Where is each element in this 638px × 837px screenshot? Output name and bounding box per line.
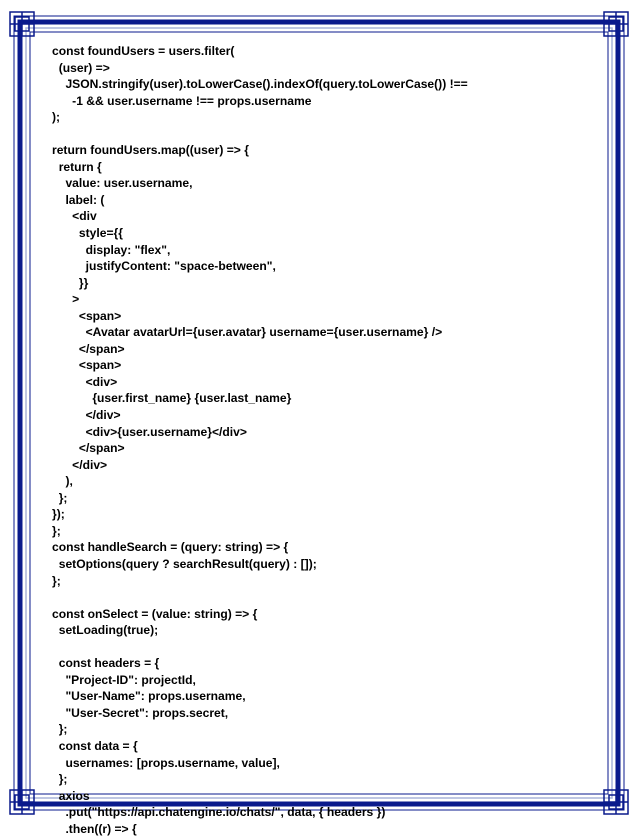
code-line: setLoading(true);: [52, 623, 159, 638]
code-line: value: user.username,: [52, 176, 193, 191]
corner-ornament-top-left: [10, 12, 34, 36]
code-line: JSON.stringify(user).toLowerCase().indexOf(query.toLowerCase()) !==: [52, 77, 468, 92]
code-line: const headers = {: [52, 656, 160, 671]
code-line: }}: [52, 275, 89, 290]
code-line: >: [52, 292, 80, 307]
code-line: <span>: [52, 308, 122, 323]
code-line: -1 && user.username !== props.username: [52, 93, 312, 108]
code-line: {user.first_name} {user.last_name}: [52, 391, 292, 406]
code-line: ),: [52, 474, 73, 489]
code-line: setOptions(query ? searchResult(query) : []);: [52, 556, 317, 571]
code-line: };: [52, 573, 61, 588]
code-line: [52, 639, 592, 656]
code-line: "Project-ID": projectId,: [52, 672, 196, 687]
code-line: );: [52, 110, 61, 125]
code-line: (user) =>: [52, 60, 110, 75]
code-line: "User-Secret": props.secret,: [52, 705, 229, 720]
code-line: const handleSearch = (query: string) => {: [52, 540, 289, 555]
code-line: };: [52, 772, 68, 787]
code-line: <div>{user.username}</div>: [52, 424, 247, 439]
code-line: </span>: [52, 341, 125, 356]
code-line: const onSelect = (value: string) => {: [52, 606, 258, 621]
code-line: return {: [52, 159, 102, 174]
code-line: axios: [52, 788, 90, 803]
code-line: .put("https://api.chatengine.io/chats/", data, { headers }): [52, 805, 386, 820]
code-line: </div>: [52, 457, 108, 472]
code-line: const data = {: [52, 738, 138, 753]
code-line: justifyContent: "space-between",: [52, 259, 276, 274]
code-line: <Avatar avatarUrl={user.avatar} username={user.username} />: [52, 325, 443, 340]
code-line: display: "flex",: [52, 242, 171, 257]
code-line: [52, 589, 592, 606]
corner-ornament-top-right: [604, 12, 628, 36]
code-line: };: [52, 523, 61, 538]
code-line: };: [52, 722, 68, 737]
code-line: "User-Name": props.username,: [52, 689, 246, 704]
code-line: </span>: [52, 441, 125, 456]
code-line: return foundUsers.map((user) => {: [52, 143, 249, 158]
code-line: .then((r) => {: [52, 821, 137, 836]
code-line: <span>: [52, 358, 122, 373]
corner-ornament-bottom-right: [604, 790, 628, 814]
code-line: const foundUsers = users.filter(: [52, 44, 235, 58]
code-line: style={{: [52, 226, 123, 241]
code-line: [52, 126, 592, 143]
code-line: <div: [52, 209, 97, 224]
code-block: [52, 43, 592, 837]
code-line: };: [52, 490, 68, 505]
code-line: label: (: [52, 192, 105, 207]
code-line: });: [52, 507, 65, 522]
code-line: <div>: [52, 374, 118, 389]
code-line: usernames: [props.username, value],: [52, 755, 280, 770]
code-line: </div>: [52, 408, 121, 423]
corner-ornament-bottom-left: [10, 790, 34, 814]
